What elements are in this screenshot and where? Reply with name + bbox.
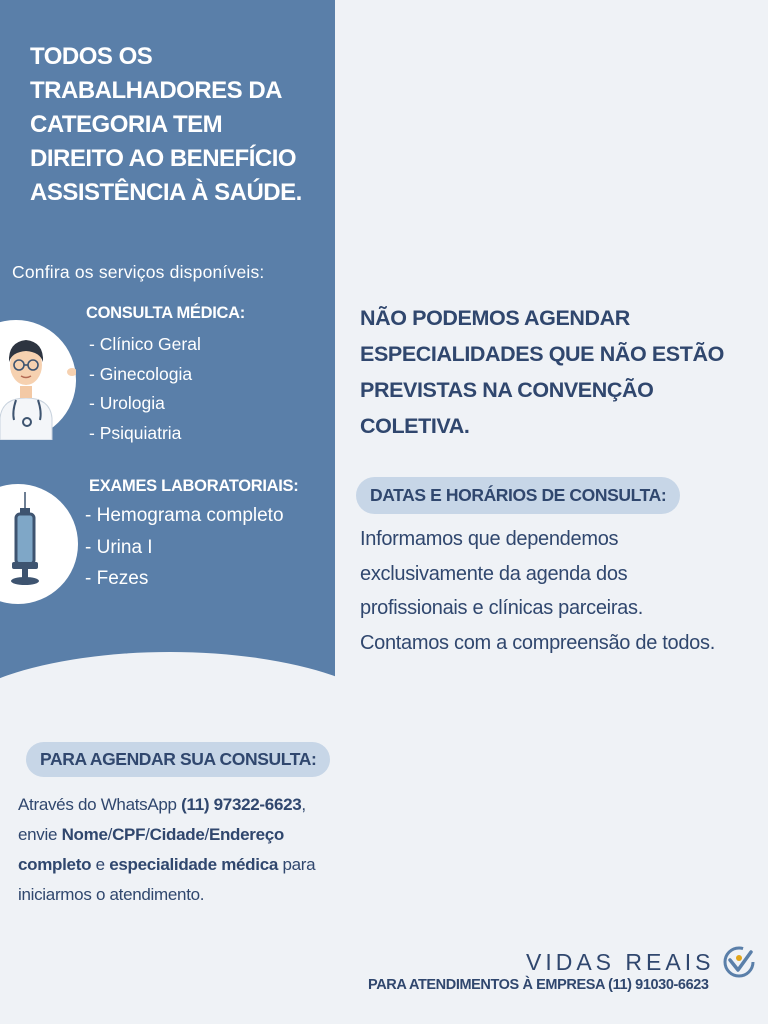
agendar-title: PARA AGENDAR SUA CONSULTA: — [40, 749, 317, 769]
consulta-list — [89, 330, 201, 448]
field-completo: completo — [18, 855, 92, 874]
list-item: - Ginecologia — [89, 363, 193, 384]
text: e — [91, 855, 110, 874]
whatsapp-phone: (11) 97322-6623 — [181, 795, 302, 814]
notice-heading: NÃO PODEMOS AGENDAR ESPECIALIDADES QUE NÃO ESTÃO PREVISTAS NA CONVENÇÃO COLETIVA. — [360, 306, 724, 438]
datas-text: Informamos que dependemos exclusivamente da agenda dos profissionais e clínicas parceiras. Contamos com a compreensão de todos. — [360, 528, 715, 654]
consulta-title: CONSULTA MÉDICA: — [86, 304, 245, 322]
syringe-icon-circle — [0, 484, 78, 604]
footer-contact: PARA ATENDIMENTOS À EMPRESA (11) 91030-6623 — [368, 977, 709, 993]
headline: TODOS OS TRABALHADORES DA CATEGORIA TEM DIREITO AO BENEFÍCIO ASSISTÊNCIA À SAÚDE. — [30, 43, 302, 206]
text: , — [301, 795, 306, 814]
list-item: - Psiquiatria — [89, 422, 182, 443]
list-item: - Fezes — [85, 568, 149, 589]
field-nome: Nome — [61, 825, 108, 844]
field-cidade: Cidade — [149, 825, 205, 844]
vidas-reais-logo-icon — [722, 945, 756, 979]
text: / — [204, 825, 209, 844]
datas-title-badge — [356, 477, 680, 514]
exames-list — [85, 500, 284, 595]
brand-name: VIDAS REAIS — [526, 948, 715, 975]
text: / — [145, 825, 150, 844]
text: para — [278, 855, 316, 874]
syringe-icon — [0, 484, 78, 604]
schedule-instructions — [18, 790, 358, 910]
doctor-icon — [0, 320, 76, 440]
datas-title: DATAS E HORÁRIOS DE CONSULTA: — [370, 485, 667, 505]
text: iniciarmos o atendimento. — [18, 885, 205, 904]
text: / — [107, 825, 113, 844]
agendar-title-badge — [26, 742, 330, 777]
list-item: - Urina I — [85, 536, 153, 558]
exames-title: EXAMES LABORATORIAIS: — [89, 477, 299, 495]
doctor-icon-circle — [0, 320, 76, 440]
brand — [526, 944, 756, 980]
services-intro: Confira os serviços disponíveis: — [12, 262, 265, 282]
text: Através do WhatsApp — [18, 795, 182, 814]
text: envie — [18, 825, 62, 844]
panel-curve — [0, 652, 400, 812]
list-item: - Urologia — [89, 393, 165, 413]
field-endereco: Endereço — [208, 825, 285, 844]
list-item: - Clínico Geral — [89, 334, 201, 354]
list-item: - Hemograma completo — [85, 505, 284, 526]
field-especialidade: especialidade médica — [109, 855, 279, 874]
field-cpf: CPF — [112, 825, 146, 844]
